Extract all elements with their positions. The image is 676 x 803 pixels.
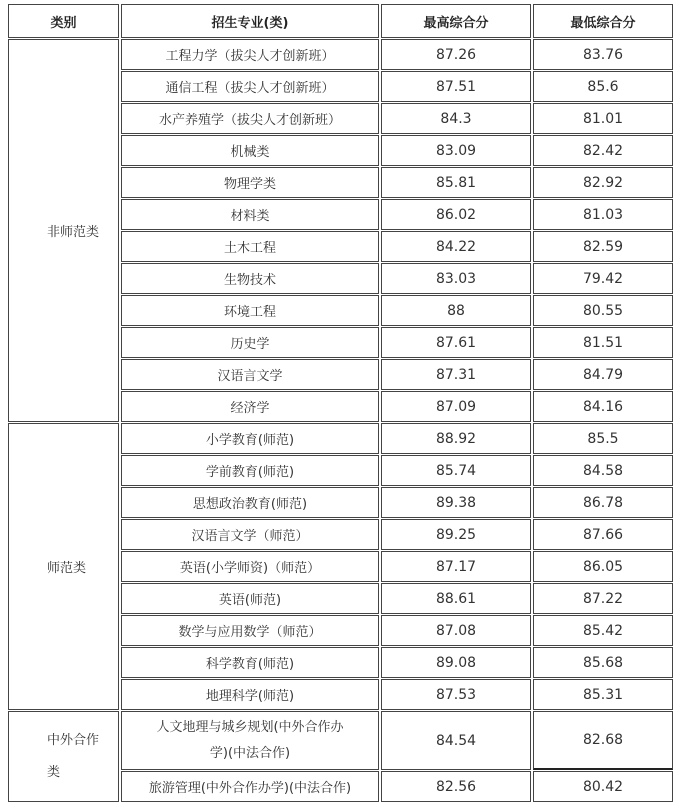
- major-cell: 通信工程（拔尖人才创新班）: [121, 71, 379, 102]
- min-score-cell: 85.42: [533, 615, 673, 646]
- max-score-cell: 87.17: [381, 551, 531, 582]
- max-score-cell: 89.25: [381, 519, 531, 550]
- min-score-cell: 81.03: [533, 199, 673, 230]
- max-score-cell: 88.61: [381, 583, 531, 614]
- category-cell: [8, 711, 119, 802]
- max-score-cell: 86.02: [381, 199, 531, 230]
- min-score-cell: 79.42: [533, 263, 673, 294]
- max-score-cell: 89.08: [381, 647, 531, 678]
- max-score-cell: 87.08: [381, 615, 531, 646]
- min-score-cell: 84.16: [533, 391, 673, 422]
- major-cell: 数学与应用数学（师范）: [121, 615, 379, 646]
- major-line: 学)(中法合作): [209, 745, 291, 761]
- max-score-cell: 85.74: [381, 455, 531, 486]
- min-score-cell: 84.79: [533, 359, 673, 390]
- min-score-cell: 83.76: [533, 39, 673, 70]
- max-score-cell: 88.92: [381, 423, 531, 454]
- max-score-cell: 84.54: [381, 711, 531, 770]
- major-cell: 地理科学(师范): [121, 679, 379, 710]
- major-cell: 环境工程: [121, 295, 379, 326]
- max-score-cell: 88: [381, 295, 531, 326]
- min-score-cell: 80.42: [533, 771, 673, 802]
- major-cell: 英语(小学师资)（师范）: [121, 551, 379, 582]
- category-cell: 师范类: [8, 423, 119, 710]
- min-score-cell: 85.68: [533, 647, 673, 678]
- header-category: 类别: [8, 4, 119, 38]
- min-score-cell: 81.01: [533, 103, 673, 134]
- major-cell: 学前教育(师范): [121, 455, 379, 486]
- category-cell: 非师范类: [8, 39, 119, 422]
- major-cell: 机械类: [121, 135, 379, 166]
- min-score-cell: 82.92: [533, 167, 673, 198]
- min-score-cell: 82.59: [533, 231, 673, 262]
- major-cell: 小学教育(师范): [121, 423, 379, 454]
- header-row: [8, 4, 673, 38]
- header-major: 招生专业(类): [121, 4, 379, 38]
- min-score-cell: 81.51: [533, 327, 673, 358]
- major-cell: 经济学: [121, 391, 379, 422]
- admission-scores-table: [6, 3, 675, 803]
- major-cell: 思想政治教育(师范): [121, 487, 379, 518]
- major-cell: 汉语言文学（师范）: [121, 519, 379, 550]
- max-score-cell: 87.61: [381, 327, 531, 358]
- min-score-cell: 87.66: [533, 519, 673, 550]
- max-score-cell: 87.31: [381, 359, 531, 390]
- major-cell: 物理学类: [121, 167, 379, 198]
- category-label: 中外合作类: [47, 732, 100, 780]
- min-score-cell: 84.58: [533, 455, 673, 486]
- max-score-cell: 87.53: [381, 679, 531, 710]
- min-score-cell: 82.42: [533, 135, 673, 166]
- major-cell: 水产养殖学（拔尖人才创新班）: [121, 103, 379, 134]
- max-score-cell: 84.22: [381, 231, 531, 262]
- min-score-cell: 87.22: [533, 583, 673, 614]
- min-score-cell: 85.6: [533, 71, 673, 102]
- max-score-cell: 84.3: [381, 103, 531, 134]
- major-cell: 英语(师范): [121, 583, 379, 614]
- major-cell: 科学教育(师范): [121, 647, 379, 678]
- min-score-cell: 85.31: [533, 679, 673, 710]
- header-max-score: 最高综合分: [381, 4, 531, 38]
- header-min-score: 最低综合分: [533, 4, 673, 38]
- max-score-cell: 87.09: [381, 391, 531, 422]
- max-score-cell: 87.26: [381, 39, 531, 70]
- min-score-cell: 85.5: [533, 423, 673, 454]
- max-score-cell: 85.81: [381, 167, 531, 198]
- max-score-cell: 82.56: [381, 771, 531, 802]
- major-cell: 旅游管理(中外合作办学)(中法合作): [121, 771, 379, 802]
- table-row: [8, 423, 673, 454]
- major-cell: 生物技术: [121, 263, 379, 294]
- table-row: [8, 39, 673, 70]
- major-cell: 材料类: [121, 199, 379, 230]
- major-cell: 土木工程: [121, 231, 379, 262]
- major-cell: 历史学: [121, 327, 379, 358]
- min-score-cell: 80.55: [533, 295, 673, 326]
- min-score-cell: 86.78: [533, 487, 673, 518]
- max-score-cell: 83.09: [381, 135, 531, 166]
- major-cell: [121, 711, 379, 770]
- table-row: [8, 711, 673, 770]
- major-cell: 工程力学（拔尖人才创新班）: [121, 39, 379, 70]
- max-score-cell: 83.03: [381, 263, 531, 294]
- max-score-cell: 87.51: [381, 71, 531, 102]
- min-score-cell: 82.68: [533, 711, 673, 770]
- min-score-cell: 86.05: [533, 551, 673, 582]
- max-score-cell: 89.38: [381, 487, 531, 518]
- major-line: 人文地理与城乡规划(中外合作办: [156, 719, 344, 735]
- major-cell: 汉语言文学: [121, 359, 379, 390]
